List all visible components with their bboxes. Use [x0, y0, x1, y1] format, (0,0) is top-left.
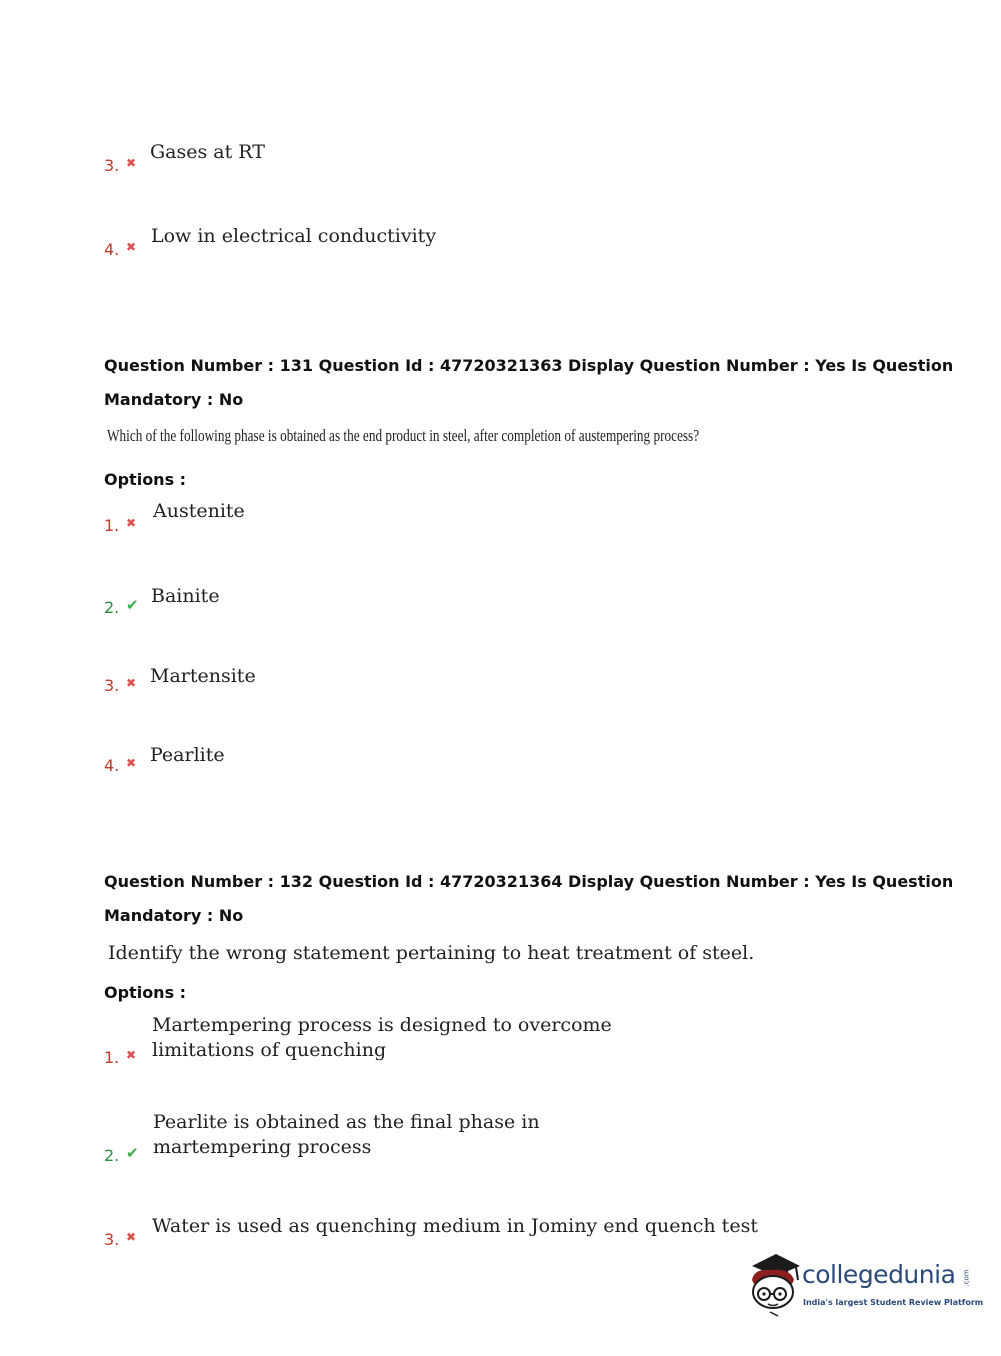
question-header-line2: Mandatory : No: [104, 906, 244, 925]
option-number: 2.: [104, 598, 120, 617]
options-label: Options :: [104, 470, 187, 489]
mascot-icon: [742, 1250, 804, 1320]
option-text: Martensite: [150, 665, 256, 687]
question-text: Which of the following phase is obtained as the end product in steel, after completion of austempering process?: [107, 426, 700, 445]
option-text: Austenite: [153, 500, 245, 522]
cross-icon: ✖: [126, 156, 137, 170]
check-icon: ✔: [126, 1144, 139, 1162]
cross-icon: ✖: [126, 240, 137, 254]
option-text: Gases at RT: [150, 141, 265, 163]
cross-icon: ✖: [126, 1230, 137, 1244]
collegedunia-logo: [742, 1250, 984, 1320]
option-text: [153, 1110, 540, 1160]
option-number: 3.: [104, 1230, 120, 1249]
option-number: 2.: [104, 1146, 120, 1165]
question-text: Identify the wrong statement pertaining to heat treatment of steel.: [108, 942, 755, 964]
option-text-line: Pearlite is obtained as the final phase in: [153, 1111, 540, 1133]
option-number: 4.: [104, 756, 120, 775]
option-number: 3.: [104, 156, 120, 175]
question-header: [104, 349, 954, 417]
option-number: 1.: [104, 1048, 120, 1067]
cross-icon: ✖: [126, 516, 137, 530]
check-icon: ✔: [126, 596, 139, 614]
question-header-line1: Question Number : 131 Question Id : 47720321363 Display Question Number : Yes Is Question: [104, 356, 954, 375]
option-text: Pearlite: [150, 744, 225, 766]
question-header-line2: Mandatory : No: [104, 390, 244, 409]
cross-icon: ✖: [126, 756, 137, 770]
option-text-line: limitations of quenching: [152, 1039, 387, 1061]
option-text: Low in electrical conductivity: [151, 225, 437, 247]
option-number: 3.: [104, 676, 120, 695]
option-text: [152, 1013, 612, 1063]
option-number: 1.: [104, 516, 120, 535]
cross-icon: ✖: [126, 1048, 137, 1062]
option-text: Bainite: [151, 585, 220, 607]
option-number: 4.: [104, 240, 120, 259]
logo-tagline: India's largest Student Review Platform: [803, 1298, 984, 1307]
option-text-line: Martempering process is designed to overcome: [152, 1014, 612, 1036]
option-text-line: martempering process: [153, 1136, 372, 1158]
cross-icon: ✖: [126, 676, 137, 690]
option-text: Water is used as quenching medium in Jominy end quench test: [152, 1215, 758, 1237]
options-label: Options :: [104, 983, 187, 1002]
logo-wordmark: collegedunia: [802, 1260, 956, 1289]
logo-suffix: .com: [962, 1269, 971, 1287]
question-header: [104, 865, 954, 933]
question-header-line1: Question Number : 132 Question Id : 47720321364 Display Question Number : Yes Is Question: [104, 872, 954, 891]
